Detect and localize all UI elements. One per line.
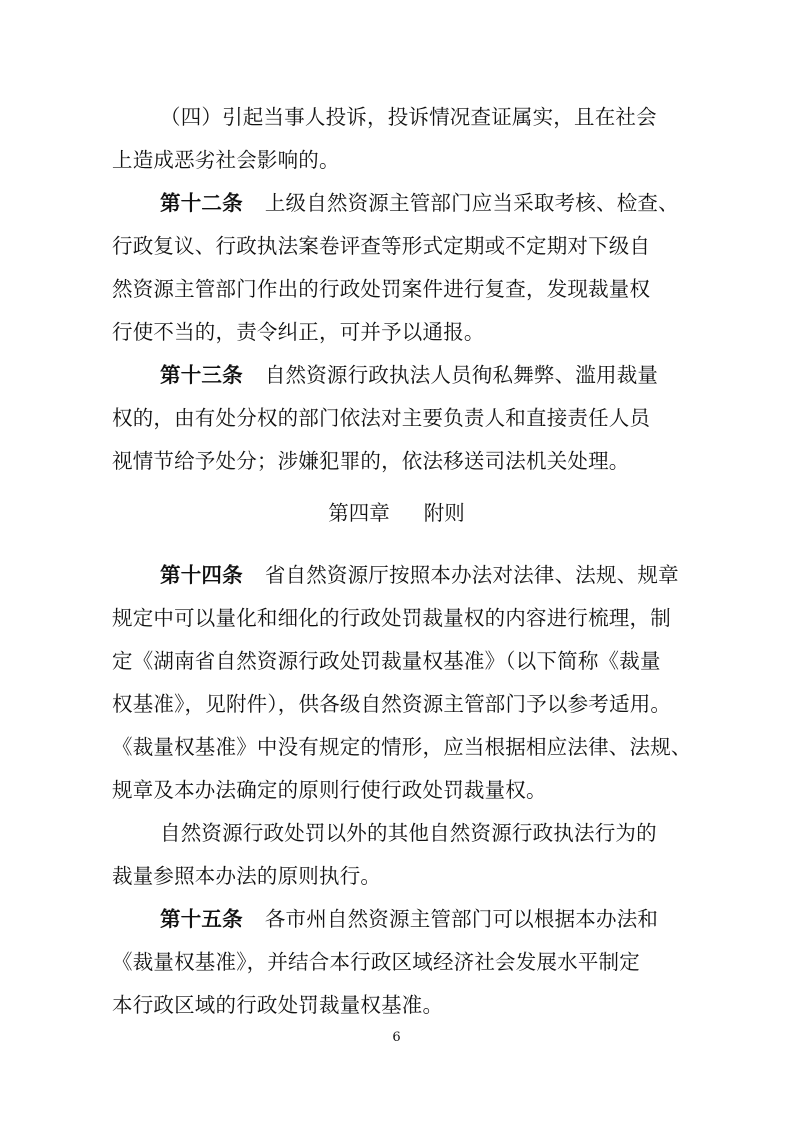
paragraph-line: 自然资源行政处罚以外的其他自然资源行政执法行为的 [160, 821, 657, 845]
paragraph-line: 《裁量权基准》中没有规定的情形，应当根据相应法律、法规、 [112, 735, 692, 759]
paragraph-line: 规章及本办法确定的原则行使行政处罚裁量权。 [112, 778, 547, 802]
article-15-first-line [160, 899, 682, 939]
paragraph-line: 视情节给予处分；涉嫌犯罪的，依法移送司法机关处理。 [112, 449, 630, 473]
article-number: 第十三条 [160, 363, 243, 387]
paragraph-line: 行使不当的，责令纠正，可并予以通报。 [112, 320, 485, 344]
paragraph-line: 行政复议、行政执法案卷评查等形式定期或不定期对下级自 [112, 234, 651, 258]
article-13-first-line [160, 355, 682, 395]
paragraph-text: 各市州自然资源主管部门可以根据本办法和 [264, 907, 659, 931]
paragraph-text: 省自然资源厅按照本办法对法律、法规、规章 [264, 563, 679, 587]
page-number: 6 [392, 1030, 401, 1045]
chapter-heading [0, 493, 793, 533]
chapter-number: 第四章 [328, 501, 390, 525]
paragraph-line: 权的，由有处分权的部门依法对主要负责人和直接责任人员 [112, 406, 651, 430]
paragraph-line: （四）引起当事人投诉，投诉情况查证属实，且在社会 [160, 105, 657, 129]
paragraph-line: 本行政区域的行政处罚裁量权基准。 [112, 993, 444, 1017]
article-12-first-line [160, 183, 682, 223]
paragraph-text: 上级自然资源主管部门应当采取考核、检查、 [264, 191, 679, 215]
article-number: 第十五条 [160, 907, 243, 931]
article-number: 第十四条 [160, 563, 243, 587]
paragraph-line: 规定中可以量化和细化的行政处罚裁量权的内容进行梳理，制 [112, 606, 671, 630]
article-14-first-line [160, 555, 682, 595]
paragraph-line: 权基准》，见附件），供各级自然资源主管部门予以参考适用。 [112, 692, 672, 716]
article-number: 第十二条 [160, 191, 243, 215]
paragraph-text: 自然资源行政执法人员徇私舞弊、滥用裁量 [264, 363, 659, 387]
paragraph-line: 定《湖南省自然资源行政处罚裁量权基准》（以下简称《裁量 [112, 649, 661, 673]
chapter-title: 附则 [423, 501, 465, 525]
paragraph-line: 《裁量权基准》，并结合本行政区域经济社会发展水平制定 [112, 950, 640, 974]
paragraph-line: 然资源主管部门作出的行政处罚案件进行复查，发现裁量权 [112, 277, 651, 301]
paragraph-line: 上造成恶劣社会影响的。 [112, 148, 340, 172]
paragraph-line: 裁量参照本办法的原则执行。 [112, 864, 382, 888]
